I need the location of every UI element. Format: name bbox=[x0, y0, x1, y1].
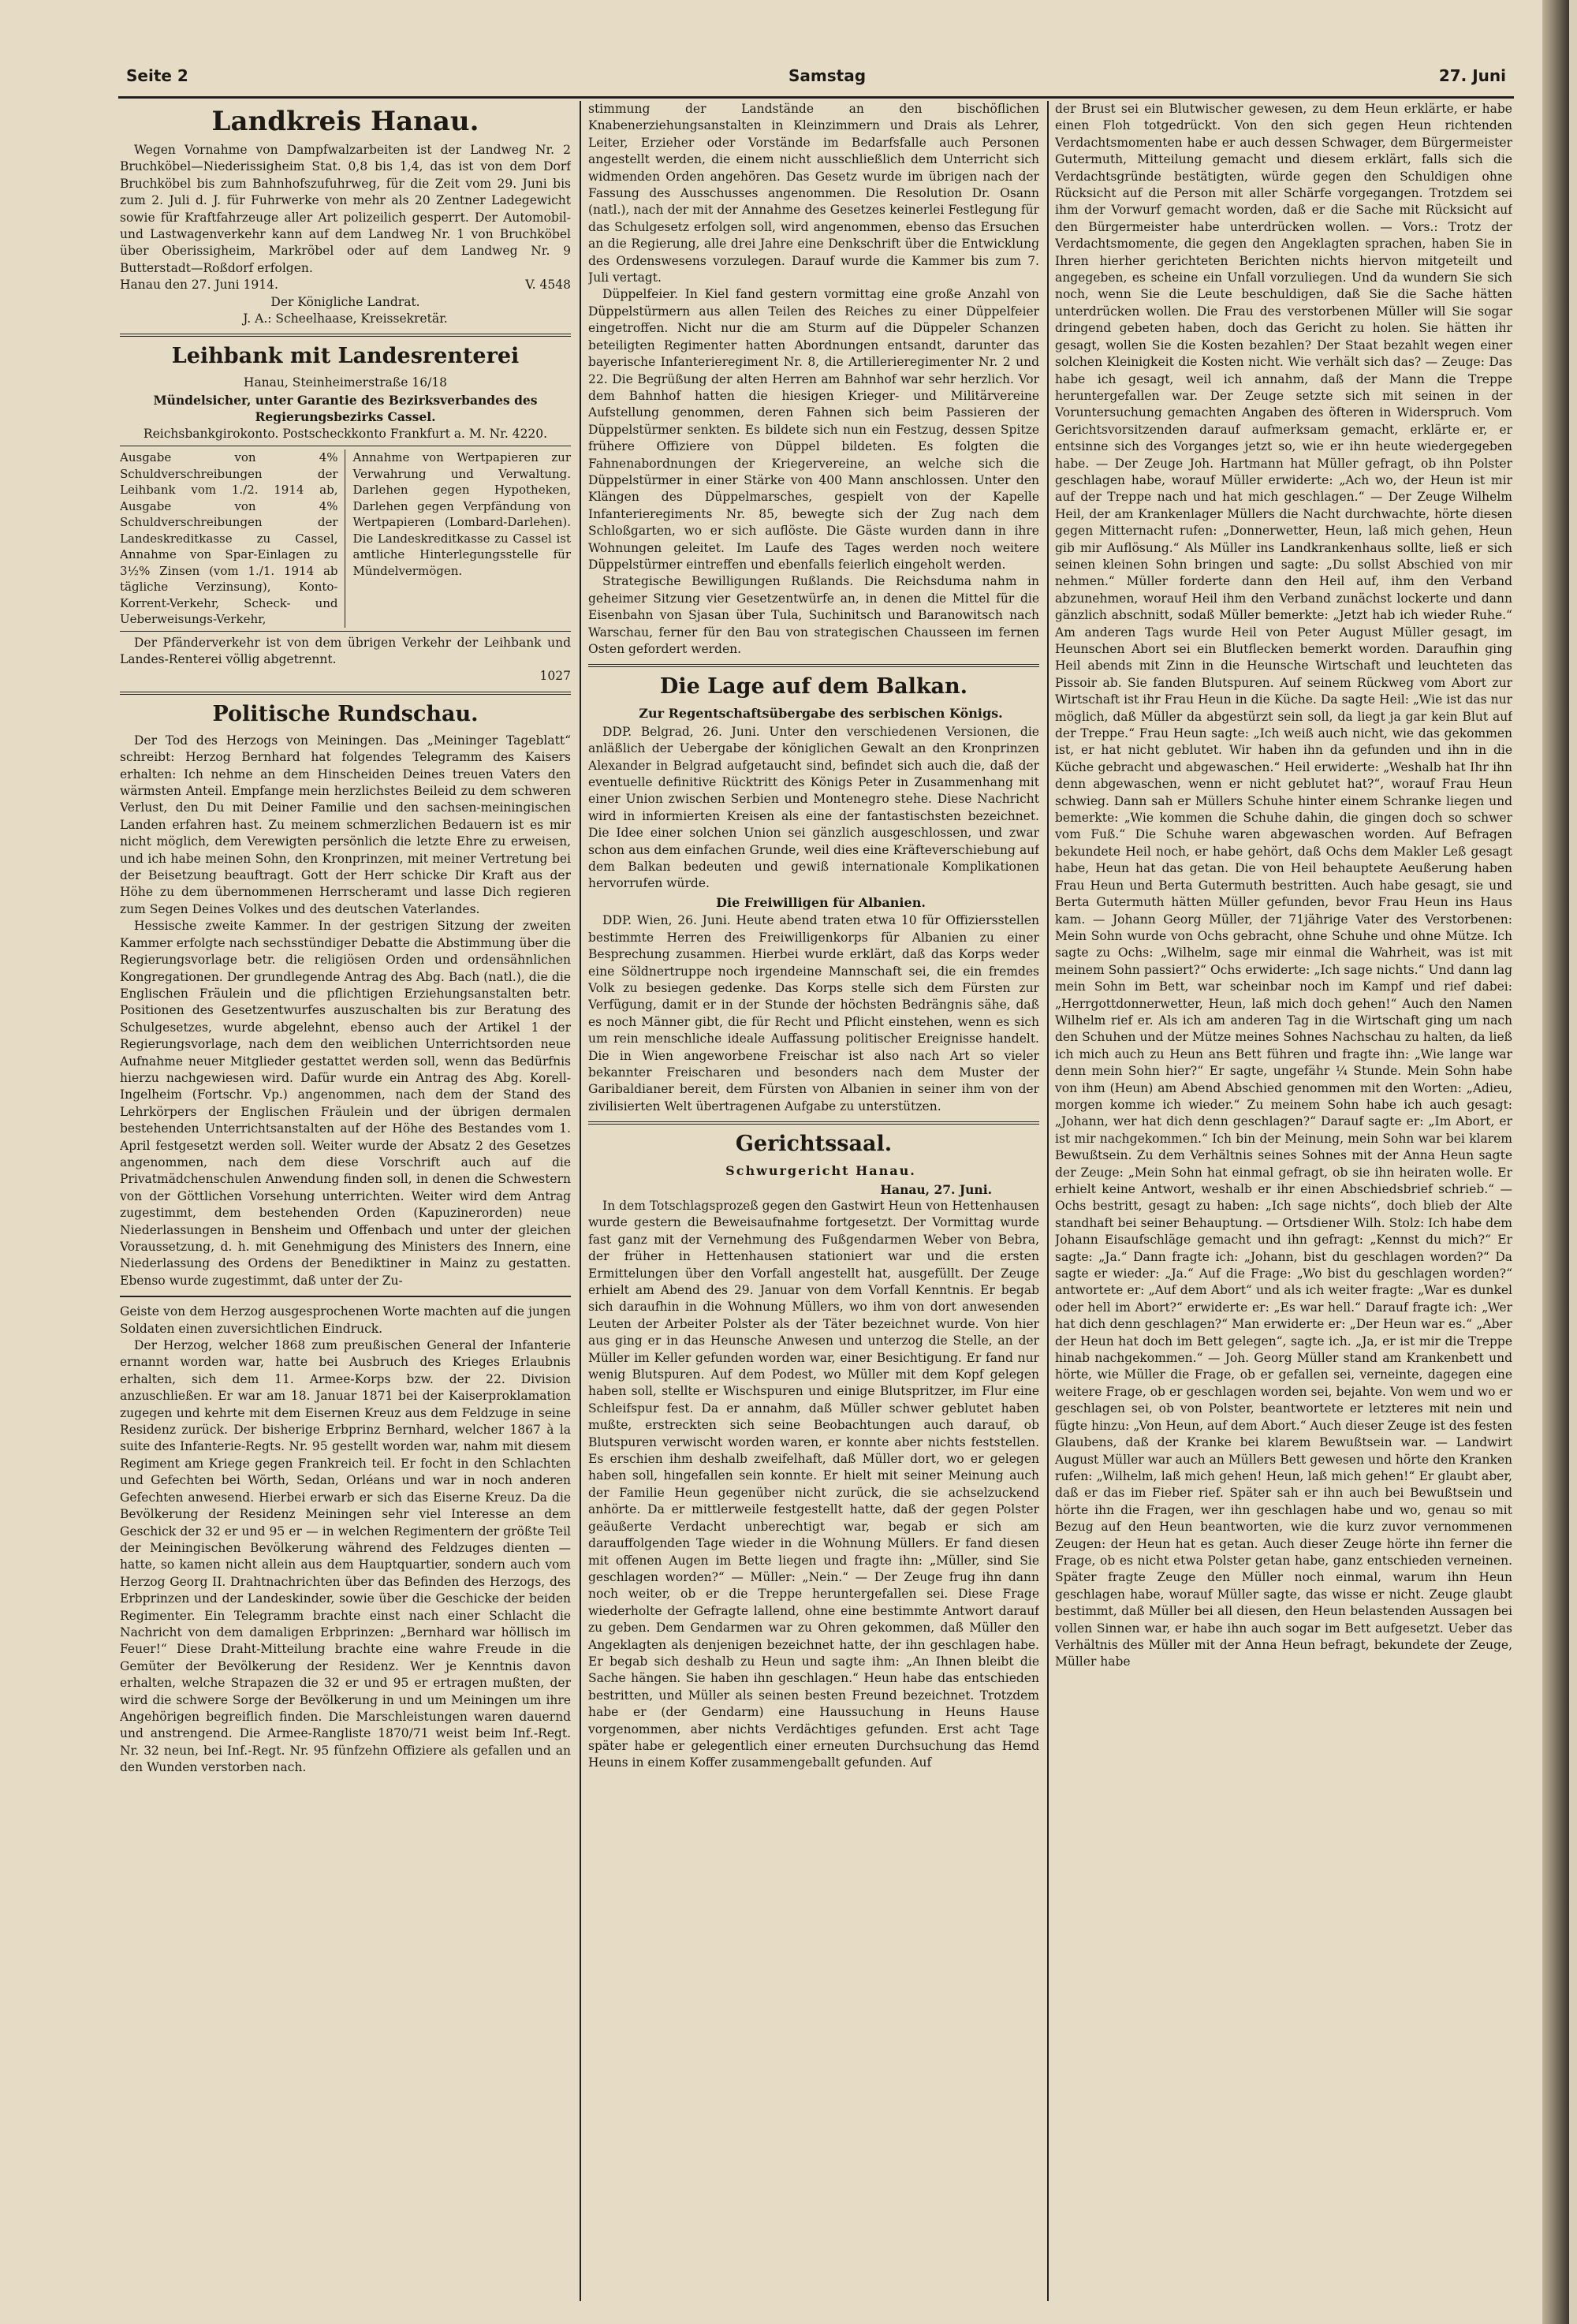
page-header bbox=[126, 66, 1506, 98]
gericht-heading: Gerichtssaal. bbox=[735, 1132, 893, 1157]
section-rule bbox=[588, 664, 1039, 667]
leihbank-reference: 1027 bbox=[539, 669, 571, 684]
column-2 bbox=[588, 101, 1039, 2301]
leihbank-heading: Leihbank mit Landesrenterei bbox=[171, 344, 520, 369]
date-label: 27. Juni bbox=[1438, 66, 1506, 85]
section-rule bbox=[588, 1121, 1039, 1125]
landkreis-heading: Landkreis Hanau. bbox=[211, 106, 479, 137]
landkreis-signature-name: J. A.: Scheelhaase, Kreissekretär. bbox=[243, 311, 448, 326]
gericht-subheading: Schwurgericht Hanau. bbox=[725, 1163, 916, 1179]
leihbank-address: Hanau, Steinheimerstraße 16/18 bbox=[243, 375, 448, 390]
gericht-article: In dem Totschlagsprozeß gegen den Gastwirt Heun von Hettenhausen wurde gestern die Beweisaufnahme fortgesetzt. Der Vormittag wurde fast ganz mit der Vernehmung des Fußgendarmen Weber von Bebra, der früher in Hettenhausen stationiert war und die ersten Ermittelungen über den Vorfall angestellt hat, ausgefüllt. Der Zeuge erhielt am Abend des 29. Januar von dem Vorfall Kenntnis. Er begab sich daraufhin in die Wohnung Müllers, wo ihm von dort anwesenden Leuten der Arbeiter Polster als der Täter bezeichnet wurde. Von hier aus ging er in das Heunsche Anwesen und unterzog die Stelle, an der Müller im Keller gefunden worden war, einer Besichtigung. Er fand nur wenig Blutspuren. Auf dem Podest, wo Müller mit dem Kopf gelegen haben soll, stellte er Wischspuren und einige Blutspritzer, im Flur eine Schleifspur fest. Da er annahm, daß Müller schwer geblutet haben mußte, erstreckten sich seine Beobachtungen auch darauf, ob Blutspuren verwischt worden waren, er konnte aber nichts feststellen. Es erschien ihm deshalb zweifelhaft, daß Müller dort, wo er gelegen haben soll, hingefallen sein konnte. Er hielt mit seiner Meinung auch der Familie Heun gegenüber nicht zurück, die sie achselzuckend anhörte. Da er mittlerweile festgestellt hatte, daß der gegen Polster geäußerte Verdacht unberechtigt war, begab er sich am darauffolgenden Tage wieder in die Wohnung Müllers. Er fand diesen mit offenen Augen im Bette liegen und fragte ihn: „Müller, sind Sie geschlagen worden?“ — Müller: „Nein.“ — Der Zeuge frug ihn dann noch weiter, ob er die Treppe heruntergefallen sei. Diese Frage wiederholte der Gefragte lallend, ohne eine bestimmte Antwort darauf zu geben. Dem Gendarmen war zu Ohren gekommen, daß Müller den Angeklagten als denjenigen bezeichnet hatte, der ihn geschlagen habe. Er begab sich deshalb zu Heun und sagte ihm: „An Ihnen bleibt die Sache hängen. Sie haben ihn geschlagen.“ Heun habe das entschieden bestritten, und Müller als seinen besten Freund bezeichnet. Trotzdem habe er (der Gendarm) eine Haussuchung in Heuns Hause vorgenommen, aber nichts Verdächtiges gefunden. Erst acht Tage später habe er gelegentlich einer erneuten Durchsuchung das Hemd Heuns in einem Koffer zusammengeballt gefunden. Auf bbox=[588, 1198, 1039, 1770]
section-rule bbox=[120, 334, 571, 337]
balkan-wien-article: DDP. Wien, 26. Juni. Heute abend traten etwa 10 für Offiziersstellen bestimmte Herren des Freiwilligenkorps für Albanien zu einer Besprechung zusammen. Hierbei wurde erklärt, daß das Korps weder eine Söldnertruppe noch irgendeine Mannschaft sei, die ein fremdes Volk zu besiegen gedenke. Das Korps stelle sich dem Fürsten zur Verfügung, damit er in der Stunde der höchsten Bedrängnis sähe, daß es noch Männer gibt, die für Recht und Pflicht einstehen, wenn es sich um rein menschliche ideale Auffassung politischer Ereignisse handelt. Die in Wien angeworbene Freischar ist also nach Art so vieler bekannter Freischaren und besonders nach dem Muster der Garibaldianer bereit, dem Fürsten von Albanien in seiner ihm von der zivilisierten Welt übertragenen Aufgabe zu unterstützen. bbox=[588, 913, 1039, 1114]
column-divider-2 bbox=[1047, 101, 1049, 2301]
leihbank-services-left: Ausgabe von 4% Schuldverschreibungen der Leihbank vom 1./2. 1914 ab, Ausgabe von 4% Schuldverschreibungen der Landeskreditkasse zu Cassel, Annahme von Spar-Einlagen zu 3½% Zinsen (vom 1./1. 1914 ab tägliche Verzinsung), Konto-Korrent-Verkehr, Scheck- und Ueberweisungs-Verkehr, bbox=[120, 450, 345, 628]
page-binding-edge bbox=[1542, 0, 1569, 2324]
leihbank-services-right: Annahme von Wertpapieren zur Verwahrung und Verwaltung. Darlehen gegen Hypotheken, Darlehen gegen Verpfändung von Wertpapieren (Lombard-Darlehen). Die Landeskreditkasse zu Cassel ist amtliche Hinterlegungsstelle für Mündelvermögen. bbox=[352, 450, 571, 578]
balkan-belgrad-article: DDP. Belgrad, 26. Juni. Unter den verschiedenen Versionen, die anläßlich der Uebergabe der königlichen Gewalt an den Kronprinzen Alexander in Belgrad aufgetaucht sind, befindet sich auch die, daß der eventuelle definitive Rücktritt des Königs Peter in Zusammenhang mit einer Union zwischen Serbien und Montenegro stehe. Diese Nachricht wird in informierten Kreisen als eine der fantastischsten bezeichnet. Die Idee einer solchen Union sei gänzlich ausgeschlossen, und zwar schon aus dem einfachen Grunde, weil dies eine Kräfteverschiebung auf dem Balkan bedeuten und gewiß internationale Komplikationen hervorrufen würde. bbox=[588, 724, 1039, 891]
section-rule bbox=[120, 1296, 571, 1297]
politik-herzog-history: Der Herzog, welcher 1868 zum preußischen General der Infanterie ernannt worden war, hatte bei Ausbruch des Krieges Erlaubnis erhalten, sich dem 11. Armee-Korps bzw. der 22. Division anzuschließen. Er war am 18. Januar 1871 bei der Kaiserproklamation zugegen und kehrte mit dem Eisernen Kreuz aus dem Feldzuge in seine Residenz zurück. Der bisherige Erbprinz Bernhard, welcher 1867 à la suite des Infanterie-Regts. Nr. 95 gestellt worden war, nahm mit diesem Regiment am Kriege gegen Frankreich teil. Er focht in den Schlachten und Gefechten bei Wörth, Sedan, Orléans und war in noch anderen Gefechten anwesend. Hierbei erwarb er sich das Eiserne Kreuz. Da die Bevölkerung der Residenz Meiningen sehr viel Interesse an dem Geschick der 32 er und 95 er — in welchen Regimentern der größte Teil der Meiningischen Bevölkerung während des Feldzuges dienten — hatte, so kamen nicht allein aus dem Hauptquartier, sondern auch vom Herzog Georg II. Drahtnachrichten über das Befinden des Herzogs, des Erbprinzen und der Landeskinder, sowie über die Geschicke der beiden Regimenter. Ein Telegramm brachte einst nach einer Schlacht die Nachricht von dem damaligen Erbprinzen: „Bernhard war höllisch im Feuer!“ Diese Draht-Mitteilung brachte eine wahre Freude in die Gemüter der Bevölkerung der Residenz. Wer je Kenntnis davon erhalten, welche Strapazen die 32 er und 95 er ertragen mußten, der wird die schwere Sorge der Bevölkerung in und um Meiningen um ihre Angehörigen begreiflich finden. Die Marschleistungen waren dauernd und anstrengend. Die Armee-Rangliste 1870/71 weist beim Inf.-Regt. Nr. 32 neun, bei Inf.-Regt. Nr. 95 fünfzehn Offiziere als gefallen und an den Wunden verstorben nach. bbox=[120, 1338, 571, 1775]
russland-article: Strategische Bewilligungen Rußlands. Die Reichsduma nahm in geheimer Sitzung vier Gesetzentwürfe an, in denen die Mittel für die Eisenbahn von Sjasan über Tula, Suchinitsch und Baranowitsch nach Warschau, ferner für den Bau von strategischen Chausseen im fernen Osten gefordert werden. bbox=[588, 574, 1039, 656]
page-number-label: Seite 2 bbox=[126, 66, 188, 85]
column-1 bbox=[120, 101, 571, 2301]
politik-heading: Politische Rundschau. bbox=[212, 701, 479, 726]
landkreis-signature-title: Der Königliche Landrat. bbox=[270, 294, 420, 309]
leihbank-subtitle: Mündelsicher, unter Garantie des Bezirksverbandes des Regierungsbezirks Cassel. bbox=[153, 392, 538, 425]
kammer-continued: stimmung der Landstände an den bischöflichen Knabenerziehungsanstalten in Kleinzimmern und Drais als Lehrer, Leiter, Erzieher oder Vorstände im Bedarfsfalle auch Personen angestellt werden, die einem nicht ausschließlich dem Unterricht sich widmenden Orden angehören. Das Gesetz wurde im übrigen nach der Fassung des Ausschusses angenommen. Die Resolution Dr. Osann (natl.), nach der mit der Annahme des Gesetzes keinerlei Festlegung für das Schulgesetz erfolgen soll, wird angenommen, ebenso das Ersuchen an die Regierung, alle drei Jahre eine Denkschrift über die Entwicklung des Ordenswesens vorzulegen. Darauf wurde die Kammer bis zum 7. Juli vertagt. bbox=[588, 102, 1039, 285]
balkan-subheading-albania: Die Freiwilligen für Albanien. bbox=[716, 894, 926, 910]
column-divider-1 bbox=[580, 101, 581, 2301]
politik-meiningen-cont: Geiste von dem Herzog ausgesprochenen Worte machten auf die jungen Soldaten einen zuversichtlichen Eindruck. bbox=[120, 1304, 571, 1336]
weekday-label: Samstag bbox=[788, 66, 867, 85]
gericht-dateline: Hanau, 27. Juni. bbox=[880, 1181, 992, 1197]
section-rule bbox=[120, 692, 571, 695]
header-rule bbox=[118, 96, 1514, 99]
leihbank-services bbox=[120, 446, 571, 632]
landkreis-dateline bbox=[120, 277, 571, 293]
dueppelfeier-article: Düppelfeier. In Kiel fand gestern vormittag eine große Anzahl von Düppelstürmern aus allen Teilen des Reiches zu einer Düppelfeier eingetroffen. Nicht nur die am Sturm auf die Düppeler Schanzen beteiligten Regimenter hatten Abordnungen entsandt, darunter das bayerische Infanterieregiment Nr. 8, die Artillerieregimenter Nr. 2 und 22. Die Begrüßung der alten Herren am Bahnhof war sehr herzlich. Vor dem Bahnhof hatten die hiesigen Krieger- und Militärvereine Aufstellung genommen, deren Fahnen sich beim Passieren der Düppelstürmer senkten. Es bildete sich nun ein Festzug, dessen Spitze frühere Offiziere von Düppel bildeten. Es folgten die Fahnenabordnungen der Kriegervereine, an welche sich die Düppelstürmer in einer Stärke von 400 Mann anschlossen. Unter den Klängen des Düppelmarsches, gespielt von der Kapelle Infanterieregiments Nr. 85, bewegte sich der Zug nach dem Schloßgarten, wo er sich auflöste. Die Gäste wurden dann in ihre Wohnungen geleitet. Im Laufe des Tages werden noch weitere Düppelstürmer eintreffen und ebenfalls feierlich eingeholt werden. bbox=[588, 287, 1039, 572]
balkan-heading: Die Lage auf dem Balkan. bbox=[659, 674, 968, 699]
gericht-article-continued: der Brust sei ein Blutwischer gewesen, zu dem Heun erklärte, er habe einen Floh totgedrückt. Von den sich gegen Heun richtenden Verdachtsmomenten habe er auch dessen Schwager, dem Bürgermeister Gutermuth, Mitteilung gemacht und diesem erklärt, falls sich die Verdachtsgründe bestätigten, würde gegen den Schuldigen ohne Rücksicht auf die Person mit aller Schärfe vorgegangen. Trotzdem sei ihm der Vorwurf gemacht worden, daß er die Sache mit Rücksicht auf den Bürgermeister habe unterdrücken wollen. — Vors.: Trotz der Verdachtsmomente, die gegen den Angeklagten sprachen, haben Sie in Ihren hierher gerichteten Berichten nichts hiervon mitgeteilt und angegeben, es scheine ein Unfall vorzuliegen. Und da wundern Sie sich noch, wenn Sie die Leute beschuldigen, daß Sie die Sache hätten unterdrücken wollen. Die Frau des verstorbenen Müller will Sie sogar dringend gebeten haben, doch das Gericht zu holen. Sie hätten ihr gesagt, wollen Sie die Kosten bezahlen? Der Staat bezahlt wegen einer solchen Kleinigkeit die Kosten nicht. Wie verhält sich das? — Zeuge: Das habe ich gesagt, weil ich annahm, daß der Mann die Treppe heruntergefallen war. Der Zeuge setzte sich mit seinen in der Voruntersuchung gemachten Angaben des öfteren in Widerspruch. Vom Gerichtsvorsitzenden darauf aufmerksam gemacht, erklärte er, er entsinne sich des Vorganges jetzt so, wie er ihn heute wiedergegeben habe. — Der Zeuge Joh. Hartmann hat Müller gefragt, ob ihn Polster geschlagen habe, worauf Müller erwiderte: „Ach wo, der Heun ist mir auf der Treppe nach und hat mich geschlagen.“ — Der Zeuge Wilhelm Heil, der am Krankenlager Müllers die Nacht durchwachte, hörte diesen gegen Mitternacht rufen: „Donnerwetter, Heun, laß mich gehen, Heun gib mir Auflösung.“ Als Müller ins Landkrankenhaus sollte, ließ er sich seinen kleinen Sohn bringen und sagte: „Du sollst Abschied von mir nehmen.“ Müller forderte dann den Heil auf, ihm den Verband abzunehmen, worauf Heil ihm den Verband zunächst lockerte und dann gänzlich abschnitt, sodaß Müller bemerkte: „Jetzt hab ich wieder Ruhe.“ Am anderen Tags wurde Heil von Peter August Müller gesagt, im Heunschen Abort sei ein Blutflecken bemerkt worden. Daraufhin ging Heil abends mit Zinn in die Heunsche Wirtschaft und leuchteten das Pissoir ab. Sie fanden Blutspuren. Auf seinem Rückweg vom Abort zur Wirtschaft ist ihr Frau Heun in die Küche. Da sagte Heil: „Wie ist das nur möglich, daß Müller da abgestürzt sein soll, da liegt ja gar kein Blut auf der Treppe.“ Frau Heun sagte: „Ich weiß auch nicht, wie das gekommen ist, er hat nicht geblutet. Wir haben ihn da gefunden und ihn in die Küche gebracht und abgewaschen.“ Heil erwiderte: „Weshalb hat Ihr ihn denn abgewaschen, wenn er nicht geblutet hat?“, worauf Frau Heun schwieg. Dann sah er Müllers Schuhe hinter einem Schranke liegen und bemerkte: „Wie kommen die Schuhe dahin, die gingen doch so schwer vom Fuß.“ Die Schuhe waren abgewaschen worden. Auf Befragen bekundete Heil noch, er habe gehört, daß Ochs dem Makler Leß gesagt habe, Heun hat das getan. Die von Heil behauptete Aeußerung haben Frau Heun und Berta Gutermuth bestritten. Auch habe gesagt, sie und Berta Gutermuth hätten Müller gefunden, bevor Frau Heun ins Haus kam. — Johann Georg Müller, der 71jährige Vater des Verstorbenen: Mein Sohn wurde von Ochs gebracht, ohne Schuhe und ohne Mütze. Ich sagte zu Ochs: „Wilhelm, sage mir einmal die Wahrheit, was ist mit meinem Sohn passiert?“ Ochs erwiderte: „Ich sage nichts.“ Und dann lag mein Sohn im Bett, war scheinbar noch im Kampf und rief dabei: „Herrgottdonnerwetter, Heun, laß mich doch gehen!“ Auch den Namen Wilhelm rief er. Als ich am anderen Tag in die Wirtschaft ging um nach den Schuhen und der Mütze meines Sohnes Nachschau zu halten, da ließ ich mich auch zu Heun ans Bett führen und fragte ihn: „Wie lange war denn mein Sohn hier?“ Er sagte, ungefähr ¼ Stunde. Mein Sohn habe von ihm (Heun) am Abend Abschied genommen mit den Worten: „Adieu, morgen komme ich wieder.“ Zu meinem Sohn habe ich auch gesagt: „Johann, wer hat dich denn geschlagen?“ Darauf sagte er: „Im Abort, er ist mir nachgekommen.“ Ich bin der Meinung, mein Sohn war bei klarem Bewußtsein. Zu dem Verhältnis seines Sohnes mit der Anna Heun sagte der Zeuge: „Mein Sohn hat einmal gefragt, ob sie ihn heiraten wolle. Er erhielt keine Antwort, weshalb er ihr einen Abschiedsbrief schrieb.“ — Ochs bestritt, gesagt zu haben: „Ich sage nichts“, doch blieb der Alte standhaft bei seiner Behauptung. — Ortsdiener Wilh. Stolz: Ich habe dem Johann Eisaufschläge gemacht und ihn gefragt: „Kennst du mich?“ Er sagte: „Ja.“ Dann fragte ich: „Johann, bist du geschlagen worden?“ Da sagte er wieder: „Ja.“ Auf die Frage: „Wo bist du geschlagen worden?“ antwortete er: „Auf dem Abort“ und als ich weiter fragte: „War es dunkel oder hell im Abort?“ erwiderte er: „Es war hell.“ Darauf fragte ich: „Wer hat dich denn geschlagen?“ Man erwiderte er: „Der Heun war es.“ „Aber der Heun hat doch im Bett gelegen“, sagte ich. „Ja, er ist mir die Treppe hinab nachgekommen.“ — Joh. Georg Müller stand am Krankenbett und hörte, wie Müller die Frage, ob er gefallen sei, verneinte, dagegen eine weitere Frage, ob er geschlagen worden sei, bejahte. Von wem und wo er geschlagen sei, ob von Polster, beantwortete er letzteres mit nein und fügte hinzu: „Von Heun, auf dem Abort.“ Auch dieser Zeuge ist des festen Glaubens, daß der Kranke bei klarem Bewußtsein war. — Landwirt August Müller war auch an Müllers Bett gewesen und hörte den Kranken rufen: „Wilhelm, laß mich gehen! Heun, laß mich gehen!“ Er glaubt aber, daß er das im Fieber rief. Später sah er ihn auch bei Bewußtsein und hörte ihn die Fragen, wer ihn geschlagen habe und wo, genau so mit Bezug auf den Heun beantworten, wie die kurz zuvor vernommenen Zeugen: der Heun hat es getan. Auch dieser Zeuge hörte ihn ferner die Frage, ob es nicht etwa Polster getan habe, ganz entschieden verneinen. Später fragte Zeuge den Müller noch einmal, warum ihn Heun geschlagen habe, worauf Müller sagte, das wisse er nicht. Zeuge glaubt bestimmt, daß Müller bei all diesen, den Heun belastenden Aussagen bei vollen Sinnen war, er habe ihn auch sogar im Bett aufgesetzt. Ueber das Verhältnis des Müller mit der Anna Heun befragt, bekundete der Zeuge, Müller habe bbox=[1055, 102, 1512, 1669]
landkreis-date: Hanau den 27. Juni 1914. bbox=[120, 278, 278, 293]
leihbank-footer: Der Pfänderverkehr ist von dem übrigen Verkehr der Leihbank und Landes-Renterei völlig abgetrennt. bbox=[120, 635, 571, 666]
column-3 bbox=[1055, 101, 1512, 2301]
leihbank-accounts: Reichsbankgirokonto. Postscheckkonto Frankfurt a. M. Nr. 4220. bbox=[143, 426, 548, 441]
balkan-subheading-serbia: Zur Regentschaftsübergabe des serbischen Königs. bbox=[639, 706, 1003, 722]
politik-meiningen: Der Tod des Herzogs von Meiningen. Das „Meininger Tageblatt“ schreibt: Herzog Bernhard hat folgendes Telegramm des Kaisers erhalten: Ich nehme an dem Hinscheiden Deines treuen Vaters den wärmsten Anteil. Empfange mein herzlichstes Beileid zu dem schweren Verlust, den Du mit Deiner Familie und den sachsen-meiningischen Landen erfahren hast. Zu meinem schmerzlichen Bedauern ist es mir nicht möglich, dem Verewigten persönlich die letzte Ehre zu erweisen, und ich habe meinen Sohn, den Kronprinzen, mit meiner Vertretung bei der Beisetzung beauftragt. Gott der Herr schicke Dir Kraft aus der Höhe zu dem übernommenen Herrscheramt und lasse Dich regieren zum Segen Deines Volkes und des deutschen Vaterlandes. bbox=[120, 733, 571, 916]
landkreis-notice: Wegen Vornahme von Dampfwalzarbeiten ist der Landweg Nr. 2 Bruchköbel—Niederissigheim Stat. 0,8 bis 1,4, das ist von dem Dorf Bruchköbel bis zum Bahnhofszufuhrweg, für die Zeit vom 29. Juni bis zum 2. Juli d. J. für Fuhrwerke von mehr als 20 Zentner Ladegewicht sowie für Kraftfahrzeuge aller Art polizeilich gesperrt. Der Automobil- und Lastwagenverkehr kann auf dem Landweg Nr. 1 von Bruchköbel über Oberissigheim, Markröbel oder auf dem Landweg Nr. 9 Butterstadt—Roßdorf erfolgen. bbox=[120, 143, 571, 275]
politik-kammer: Hessische zweite Kammer. In der gestrigen Sitzung der zweiten Kammer erfolgte nach sechsstündiger Debatte die Abstimmung über die Regierungsvorlage betr. die religiösen Orden und ordensähnlichen Kongregationen. Der grundlegende Antrag des Abg. Bach (natl.), die die Englischen Fräulein und die pflichtigen Erziehungsanstalten betr. Positionen des Gesetzentwurfes auszuschalten bis zur Beratung des Schulgesetzes, wurde abgelehnt, ebenso auch der Artikel 1 der Regierungsvorlage, nach dem den weiblichen Unterrichtsorden neue Aufnahme neuer Mitglieder gestattet werden soll, wenn das Bedürfnis hierzu nachgewiesen wird. Dafür wurde ein Antrag des Abg. Korell-Ingelheim (Fortschr. Vp.) angenommen, nach dem der Stand des Lehrkörpers der Englischen Fräulein und der übrigen dermalen bestehenden Unterrichtsanstalten auf der Höhe des Bestandes vom 1. April festgesetzt werden soll. Weiter wurde der Absatz 2 des Gesetzes angenommen, nach dem diese Vorschrift auch auf die Privatmädchenschulen Anwendung finden soll, in denen die Schwestern von der Göttlichen Vorsehung unterrichten. Weiter wird dem Antrag zugestimmt, dem bestehenden Orden (Kapuzinerorden) neue Niederlassungen in Bensheim und Offenbach und unter der gleichen Voraussetzung, d. h. mit Genehmigung des Ministers des Innern, eine Niederlassung des Ordens der Benediktiner in Mainz zu gestatten. Ebenso wurde zugestimmt, daß unter der Zu- bbox=[120, 919, 571, 1288]
landkreis-reference: V. 4548 bbox=[525, 278, 571, 293]
